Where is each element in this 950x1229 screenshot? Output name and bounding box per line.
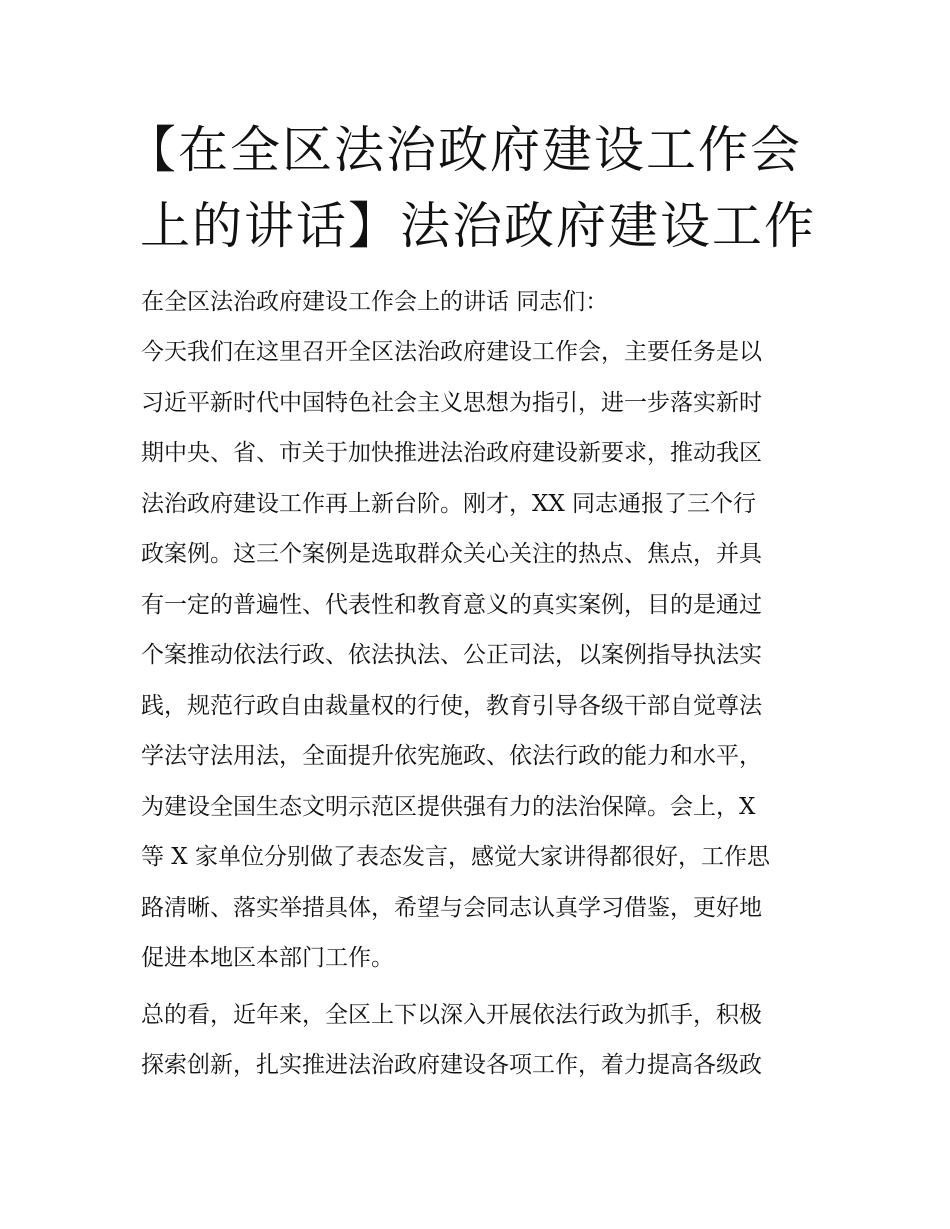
text-line: 今天我们在这里召开全区法治政府建设工作会，主要任务是以 — [141, 339, 762, 365]
text-line: 习近平新时代中国特色社会主义思想为指引，进一步落实新时 — [141, 389, 762, 416]
document-title — [126, 112, 820, 264]
document-body — [141, 283, 821, 1091]
text-line: 探索创新，扎实推进法治政府建设各项工作，着力提高各级政 — [141, 1052, 762, 1078]
text-line: 期中央、省、市关于加快推进法治政府建设新要求，推动我区 — [141, 440, 762, 466]
text-line: 路清晰、落实举措具体，希望与会同志认真学习借鉴，更好地 — [141, 894, 762, 921]
opening-line: 在全区法治政府建设工作会上的讲话 同志们： — [141, 289, 609, 315]
text-line: 等 X 家单位分别做了表态发言，感觉大家讲得都很好，工作思 — [141, 844, 770, 870]
text-line: 法治政府建设工作再上新台阶。刚才，XX 同志通报了三个行 — [141, 490, 757, 517]
text-line: 政案例。这三个案例是选取群众关心关注的热点、焦点，并具 — [141, 541, 762, 567]
paragraph-1 — [141, 327, 821, 984]
text-line: 个案推动依法行政、依法执法、公正司法，以案例指导执法实 — [141, 642, 762, 668]
text-line: 为建设全国生态文明示范区提供强有力的法治保障。会上，X — [141, 793, 756, 820]
paragraph-2 — [141, 990, 821, 1091]
text-line: 践，规范行政自由裁量权的行使，教育引导各级干部自觉尊法 — [141, 692, 762, 719]
text-line: 促进本地区本部门工作。 — [141, 945, 394, 971]
text-line: 学法守法用法，全面提升依宪施政、依法行政的能力和水平， — [141, 743, 762, 769]
text-line: 有一定的普遍性、代表性和教育意义的真实案例，目的是通过 — [141, 591, 762, 618]
title-line: 上的讲话】法治政府建设工作 — [140, 197, 816, 255]
title-line: 【在全区法治政府建设工作会 — [126, 121, 802, 179]
text-line: 总的看，近年来，全区上下以深入开展依法行政为抓手，积极 — [141, 1001, 762, 1028]
